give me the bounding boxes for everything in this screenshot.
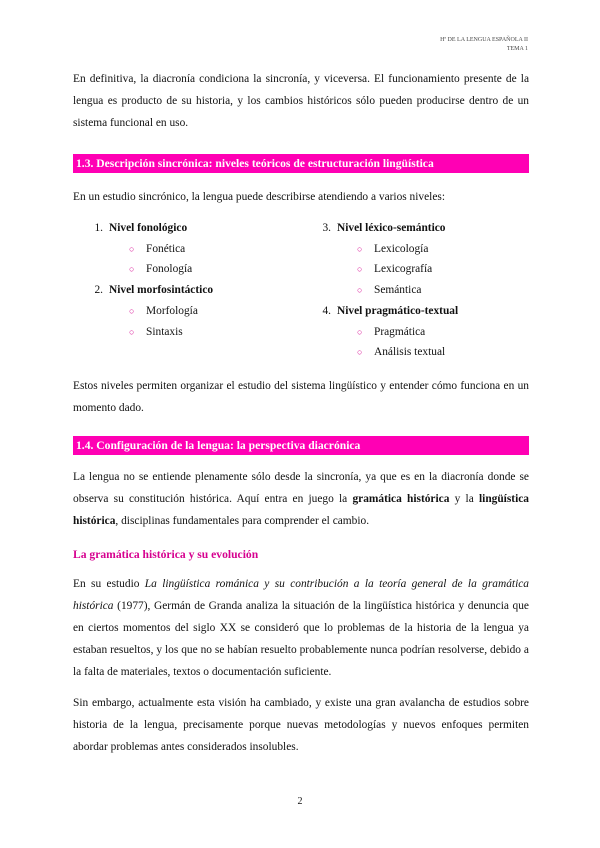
level-item: 3. Nivel léxico-semántico [301,218,529,239]
sub-item: ○ Morfología [73,301,301,322]
sub-item: ○ Lexicografía [301,259,529,280]
bullet-icon: ○ [357,347,363,358]
levels-closing: Estos niveles permiten organizar el estudio del sistema lingüístico y entender cómo funciona en un momento dado. [73,379,529,414]
sub-item: ○ Fonética [73,239,301,260]
sub-item: ○ Pragmática [301,322,529,343]
intro-paragraph: En definitiva, la diacronía condiciona la sincronía, y viceversa. El funcionamiento presente de la lengua es producto de su historia, y los cambios históricos sólo pueden producirse dentro de un sistema funcional en uso. [73,73,529,129]
level-title: Nivel fonológico [109,222,188,234]
diachrony-paragraph: La lengua no se entiende plenamente sólo desde la sincronía, ya que es en la diacronía donde se observa su constitución histórica. Aquí entra en juego la gramática histórica y la lingüística histórica, disciplinas fundamentales para comprender el cambio. [73,470,529,527]
bullet-icon: ○ [129,264,135,275]
subheading: La gramática histórica y su evolución [73,547,259,561]
section-heading-1-4: 1.4. Configuración de la lengua: la perspectiva diacrónica [73,436,529,455]
bullet-icon: ○ [129,305,135,316]
level-title: Nivel pragmático-textual [337,304,459,317]
term-historical-grammar: gramática histórica [352,492,450,505]
bullet-icon: ○ [357,264,363,275]
running-header [440,36,528,54]
bullet-icon: ○ [129,326,135,337]
levels-lead: En un estudio sincrónico, la lengua puede describirse atendiendo a varios niveles: [73,191,445,203]
levels-list [73,218,529,363]
level-title: Nivel morfosintáctico [109,284,214,297]
current-view-paragraph: Sin embargo, actualmente esta visión ha cambiado, y existe una gran avalancha de estudios sobre historia de la lengua, precisamente porque nuevas metodologías y nuevos enfoques permiten abordar problemas antes considerados insolubles. [73,696,529,753]
sub-item: ○ Lexicología [301,239,529,260]
bullet-icon: ○ [129,243,135,254]
term-historical-linguistics: lingüística histórica [73,492,529,527]
level-item: 1. Nivel fonológico [73,218,301,239]
granda-paragraph: En su estudio La lingüística románica y su contribución a la teoría general de la gramática histórica (1977), Germán de Granda analiza la situación de la lingüística histórica y denuncia que en ciertos momentos del siglo XX se consideró que lo problemas de la historia de la lengua ya estaban resueltos, y los que no se habían resuelto probablemente nunca podrían resolverse, debido a la falta de materiales, textos o documentación suficiente. [73,577,529,678]
level-item: 4. Nivel pragmático-textual [301,301,529,322]
book-title: La lingüística románica y su contribución a la teoría general de la gramática histórica [73,577,529,612]
header-course: Hª DE LA LENGUA ESPAÑOLA II [440,37,528,43]
sub-item: ○ Semántica [301,280,529,301]
bullet-icon: ○ [357,326,363,337]
level-item: 2. Nivel morfosintáctico [73,280,301,301]
sub-item: ○ Análisis textual [301,342,529,363]
bullet-icon: ○ [357,285,363,296]
sub-item: ○ Sintaxis [73,322,301,343]
level-title: Nivel léxico-semántico [337,222,446,234]
levels-column-right [301,218,529,363]
page-number: 2 [297,796,303,807]
sub-item: ○ Fonología [73,259,301,280]
header-topic: TEMA 1 [506,46,528,52]
page-content [73,68,529,758]
levels-column-left [73,218,301,363]
section-heading-1-3: 1.3. Descripción sincrónica: niveles teóricos de estructuración lingüística [73,154,529,173]
bullet-icon: ○ [357,243,363,254]
